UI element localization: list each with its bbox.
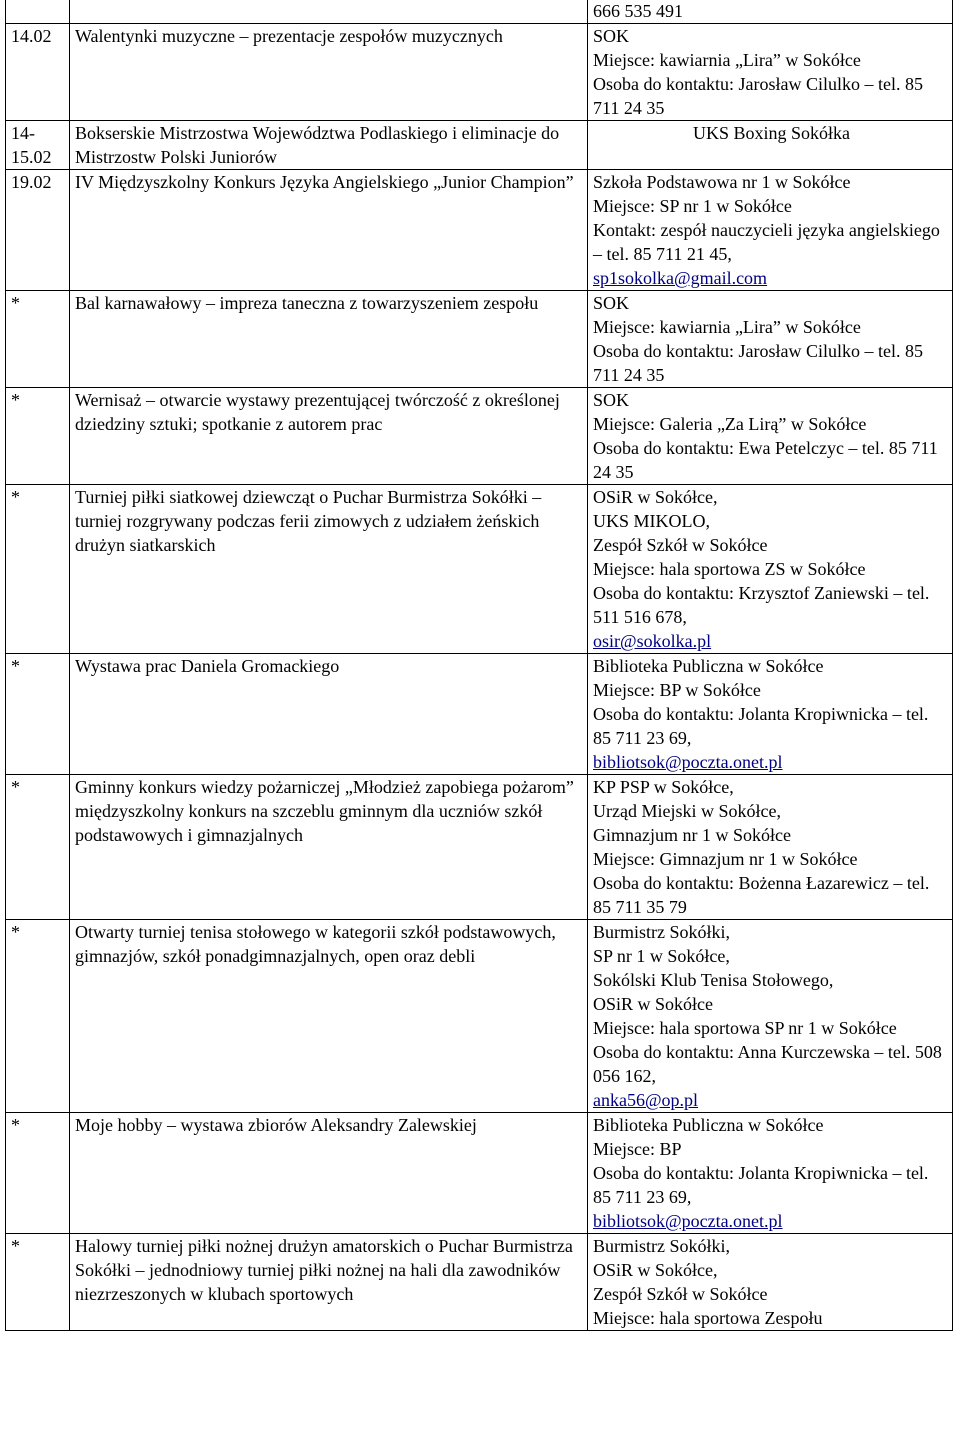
organizer-line: Osoba do kontaktu: Bożenna Łazarewicz – tel. 85 711 35 79	[593, 873, 930, 917]
organizer-line: SOK	[593, 390, 630, 410]
organizer-line: Osoba do kontaktu: Jolanta Kropiwnicka – tel. 85 711 23 69,	[593, 1163, 929, 1207]
row-date: *	[6, 388, 70, 485]
schedule-row	[6, 1234, 953, 1331]
row-event	[70, 388, 588, 485]
event-description: Bal karnawałowy – impreza taneczna z towarzyszeniem zespołu	[75, 293, 539, 313]
contact-email-link[interactable]: bibliotsok@poczta.onet.pl	[593, 752, 783, 772]
organizer-line: Miejsce: hala sportowa ZS w Sokółce	[593, 559, 866, 579]
organizer-line: Urząd Miejski w Sokółce,	[593, 801, 781, 821]
organizer-line: Sokólski Klub Tenisa Stołowego,	[593, 970, 834, 990]
organizer-line: Osoba do kontaktu: Ewa Petelczyc – tel. 85 711 24 35	[593, 438, 938, 482]
event-description: Gminny konkurs wiedzy pożarniczej „Młodzież zapobiega pożarom” międzyszkolny konkurs na szczeblu gminnym dla uczniów szkół podstawowych i gimnazjalnych	[75, 777, 574, 845]
schedule-row	[6, 1113, 953, 1234]
row-date: *	[6, 654, 70, 775]
organizer-line: 666 535 491	[593, 1, 683, 21]
row-date: 14-15.02	[6, 121, 70, 170]
contact-email-link[interactable]: anka56@op.pl	[593, 1090, 699, 1110]
organizer-line: Miejsce: hala sportowa SP nr 1 w Sokółce	[593, 1018, 897, 1038]
organizer-line: OSiR w Sokółce	[593, 994, 714, 1014]
contact-email-link[interactable]: bibliotsok@poczta.onet.pl	[593, 1211, 783, 1231]
event-description: Bokserskie Mistrzostwa Województwa Podlaskiego i eliminacje do Mistrzostw Polski Juniorów	[75, 123, 560, 167]
row-organizer	[588, 24, 953, 121]
organizer-line: Miejsce: kawiarnia „Lira” w Sokółce	[593, 317, 861, 337]
organizer-line: SP nr 1 w Sokółce,	[593, 946, 730, 966]
event-description: Walentynki muzyczne – prezentacje zespołów muzycznych	[75, 26, 503, 46]
organizer-line: Miejsce: Galeria „Za Lirą” w Sokółce	[593, 414, 867, 434]
event-schedule-table	[5, 0, 953, 1331]
organizer-line: UKS MIKOLO,	[593, 511, 710, 531]
row-organizer	[588, 485, 953, 654]
row-date: 14.02	[6, 24, 70, 121]
row-event	[70, 654, 588, 775]
row-event	[70, 920, 588, 1113]
row-organizer	[588, 121, 953, 170]
schedule-row	[6, 388, 953, 485]
organizer-line: Burmistrz Sokółki,	[593, 1236, 731, 1256]
row-date: *	[6, 920, 70, 1113]
row-organizer	[588, 291, 953, 388]
schedule-body	[6, 0, 953, 1331]
row-organizer	[588, 388, 953, 485]
schedule-row	[6, 121, 953, 170]
organizer-line: Miejsce: kawiarnia „Lira” w Sokółce	[593, 50, 861, 70]
organizer-line: Miejsce: hala sportowa Zespołu	[593, 1308, 823, 1328]
event-description: IV Międzyszkolny Konkurs Języka Angielskiego „Junior Champion”	[75, 172, 574, 192]
organizer-line: Zespół Szkół w Sokółce	[593, 535, 768, 555]
row-date: *	[6, 485, 70, 654]
row-date: *	[6, 1234, 70, 1331]
row-date	[6, 0, 70, 24]
row-organizer	[588, 1113, 953, 1234]
row-event	[70, 121, 588, 170]
row-date: *	[6, 1113, 70, 1234]
row-event	[70, 775, 588, 920]
organizer-line: KP PSP w Sokółce,	[593, 777, 734, 797]
row-organizer	[588, 920, 953, 1113]
row-date: *	[6, 775, 70, 920]
organizer-line: OSiR w Sokółce,	[593, 487, 718, 507]
schedule-row	[6, 775, 953, 920]
organizer-line: Osoba do kontaktu: Jarosław Cilulko – tel. 85 711 24 35	[593, 341, 923, 385]
row-event	[70, 24, 588, 121]
schedule-row	[6, 0, 953, 24]
row-event	[70, 170, 588, 291]
event-description: Otwarty turniej tenisa stołowego w kategorii szkół podstawowych, gimnazjów, szkół ponadgimnazjalnych, open oraz debli	[75, 922, 556, 966]
event-description: Wystawa prac Daniela Gromackiego	[75, 656, 340, 676]
row-organizer	[588, 170, 953, 291]
contact-email-link[interactable]: osir@sokolka.pl	[593, 631, 712, 651]
row-organizer	[588, 654, 953, 775]
organizer-line: Biblioteka Publiczna w Sokółce	[593, 656, 824, 676]
row-date: 19.02	[6, 170, 70, 291]
schedule-row	[6, 291, 953, 388]
event-description: Turniej piłki siatkowej dziewcząt o Puchar Burmistrza Sokółki – turniej rozgrywany podczas ferii zimowych z udziałem żeńskich drużyn siatkarskich	[75, 487, 542, 555]
schedule-row	[6, 654, 953, 775]
organizer-line: Kontakt: zespół nauczycieli języka angielskiego – tel. 85 711 21 45,	[593, 220, 940, 264]
row-event	[70, 1234, 588, 1331]
row-event	[70, 0, 588, 24]
schedule-row	[6, 24, 953, 121]
organizer-line: Miejsce: SP nr 1 w Sokółce	[593, 196, 792, 216]
organizer-line: OSiR w Sokółce,	[593, 1260, 718, 1280]
organizer-line: Burmistrz Sokółki,	[593, 922, 731, 942]
row-event	[70, 485, 588, 654]
organizer-line: Osoba do kontaktu: Krzysztof Zaniewski – tel. 511 516 678,	[593, 583, 930, 627]
organizer-line: Miejsce: BP w Sokółce	[593, 680, 761, 700]
row-date: *	[6, 291, 70, 388]
schedule-row	[6, 920, 953, 1113]
organizer-line: Osoba do kontaktu: Anna Kurczewska – tel. 508 056 162,	[593, 1042, 942, 1086]
schedule-row	[6, 170, 953, 291]
organizer-line: Zespół Szkół w Sokółce	[593, 1284, 768, 1304]
organizer-line: Miejsce: BP	[593, 1139, 682, 1159]
organizer-line: Gimnazjum nr 1 w Sokółce	[593, 825, 791, 845]
event-description: Wernisaż – otwarcie wystawy prezentującej twórczość z określonej dziedziny sztuki; spotkanie z autorem prac	[75, 390, 560, 434]
row-organizer	[588, 0, 953, 24]
organizer-line: SOK	[593, 293, 630, 313]
organizer-line: UKS Boxing Sokółka	[692, 123, 851, 143]
contact-email-link[interactable]: sp1sokolka@gmail.com	[593, 268, 768, 288]
organizer-line: Szkoła Podstawowa nr 1 w Sokółce	[593, 172, 851, 192]
event-description: Moje hobby – wystawa zbiorów Aleksandry Zalewskiej	[75, 1115, 477, 1135]
organizer-line: Biblioteka Publiczna w Sokółce	[593, 1115, 824, 1135]
row-event	[70, 1113, 588, 1234]
row-event	[70, 291, 588, 388]
schedule-row	[6, 485, 953, 654]
row-organizer	[588, 1234, 953, 1331]
organizer-line: Miejsce: Gimnazjum nr 1 w Sokółce	[593, 849, 858, 869]
row-organizer	[588, 775, 953, 920]
organizer-line: Osoba do kontaktu: Jolanta Kropiwnicka – tel. 85 711 23 69,	[593, 704, 929, 748]
organizer-line: Osoba do kontaktu: Jarosław Cilulko – tel. 85 711 24 35	[593, 74, 923, 118]
organizer-line: SOK	[593, 26, 630, 46]
event-description: Halowy turniej piłki nożnej drużyn amatorskich o Puchar Burmistrza Sokółki – jednodniowy turniej piłki nożnej na hali dla zawodników niezrzeszonych w klubach sportowych	[75, 1236, 573, 1304]
